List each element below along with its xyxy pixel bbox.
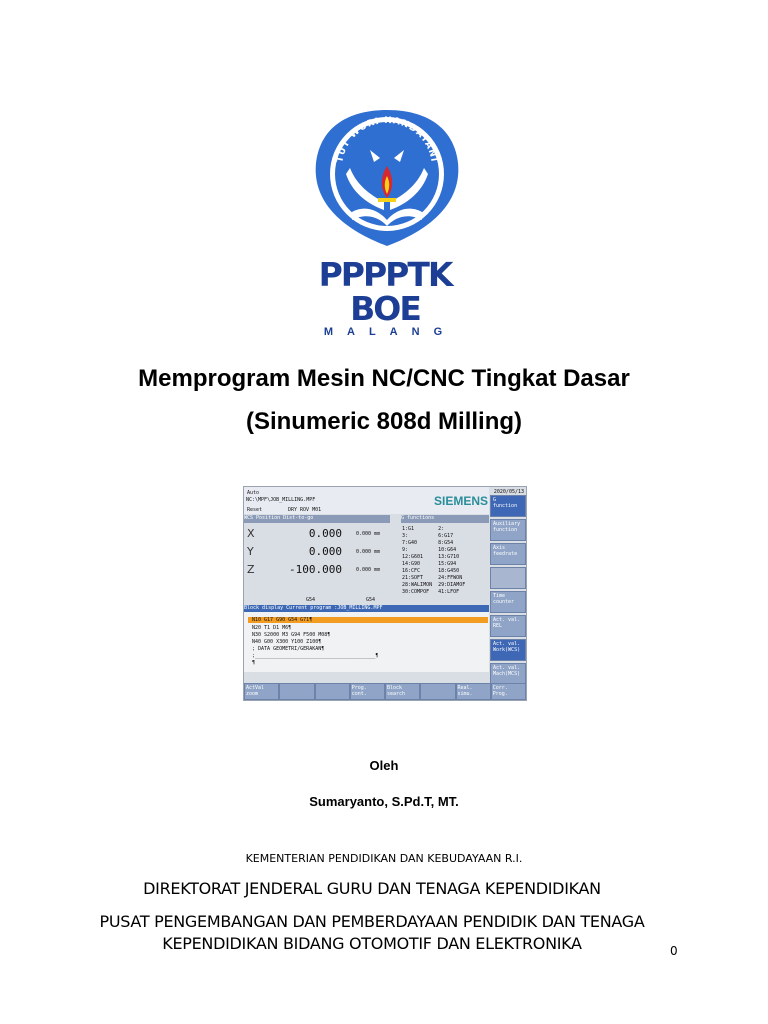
softkey: Act. val. REL	[490, 615, 526, 637]
directorate-name: DIREKTORAT JENDERAL GURU DAN TENAGA KEPENDIDIKAN	[143, 879, 601, 898]
dry-run-label: DRY ROV M01	[288, 507, 322, 513]
nc-block: N20 T1 D1 M6¶	[252, 625, 292, 631]
frame-left: G54	[306, 597, 316, 603]
bottom-softkey	[279, 683, 314, 700]
svg-text:TUT WURI HANDAYANI: TUT WURI HANDAYANI	[335, 115, 439, 164]
screen-header	[244, 487, 489, 514]
bottom-softkey: Block search	[385, 683, 420, 700]
softkey: Act. val. Mach(MCS)	[490, 663, 526, 685]
emblem-icon	[312, 108, 462, 248]
bottom-softkey: Real. simu.	[456, 683, 491, 700]
vertical-softkeys	[490, 495, 526, 687]
program-path: NC:\MPF\JOB_MILLING.MPF	[246, 497, 316, 503]
gfunction-header: G functions	[401, 515, 489, 523]
center-name-line1: PUSAT PENGEMBANGAN DAN PEMBERDAYAAN PENDIDIK DAN TENAGA	[99, 912, 645, 931]
bottom-softkey	[315, 683, 350, 700]
tut-wuri-handayani-logo	[312, 108, 462, 248]
center-name-line2: KEPENDIDIKAN BIDANG OTOMOTIF DAN ELEKTRONIKA	[162, 934, 582, 953]
brand-name: PPPPTK BOE	[318, 255, 452, 328]
position-header: WCS Position Dist-to-go	[244, 515, 390, 523]
softkey: Act. val. Work(WCS)	[490, 639, 526, 661]
cnc-screen-image	[243, 486, 527, 701]
axis-dist: 0.000 mm	[356, 531, 381, 537]
block-display	[244, 612, 489, 672]
screen-date: 2020/05/13	[493, 489, 524, 495]
document-title: Memprogram Mesin NC/CNC Tingkat Dasar	[138, 365, 630, 392]
brand-block	[300, 255, 470, 338]
softkey: Axis feedrate	[490, 543, 526, 565]
bottom-softkey: Prog. cont.	[350, 683, 385, 700]
axis-dist: 0.000 mm	[356, 567, 381, 573]
axis-dist: 0.000 mm	[356, 549, 381, 555]
axis-label: X	[247, 527, 255, 540]
nc-block: N10 G17 G90 G54 G71¶	[248, 617, 488, 623]
siemens-brand: SIEMENS	[434, 494, 489, 508]
horizontal-softkeys	[244, 683, 526, 700]
by-label: Oleh	[369, 758, 399, 773]
gfunction-list: 1:G1 2: 3: 6:G17 7:G40 8:G54 9: 10:G64 12:G601 13:G710 14:G90 15:G94 16:CFC 18:G450 21:SOFT 24:FFWON 28:WALIMON 29:DIAMOF 30:COMPOF 41:LFOF	[402, 526, 466, 595]
nc-block: ; DATA GEOMETRI/GERAKAN¶	[252, 646, 325, 652]
nc-block: ;________________________________________¶	[252, 653, 379, 659]
status-label: Reset	[247, 507, 263, 513]
mode-label: Auto	[247, 490, 260, 496]
softkey: Auxiliary function	[490, 519, 526, 541]
softkey	[490, 567, 526, 589]
page-number: 0	[670, 944, 678, 958]
nc-block: N40 G00 X300 Y100 Z100¶	[252, 639, 322, 645]
frame-mid: G54	[366, 597, 376, 603]
axis-value: 0.000	[308, 545, 342, 558]
center-name	[0, 911, 744, 955]
bottom-softkey	[420, 683, 455, 700]
softkey: Time counter	[490, 591, 526, 613]
nc-block: N30 S2000 M3 G94 F500 M08¶	[252, 632, 331, 638]
author-name: Sumaryanto, S.Pd.T, MT.	[309, 794, 459, 809]
bottom-softkey: ActVal zoom	[244, 683, 279, 700]
softkey: G function	[490, 495, 526, 517]
ministry-name: KEMENTERIAN PENDIDIKAN DAN KEBUDAYAAN R.I.	[245, 852, 523, 865]
nc-block: ¶	[252, 660, 256, 666]
axis-value: -100.000	[289, 563, 342, 576]
document-subtitle: (Sinumeric 808d Milling)	[245, 408, 523, 435]
axis-value: 0.000	[308, 527, 342, 540]
axis-label: Y	[247, 545, 254, 558]
bottom-softkey: Corr. Prog.	[491, 683, 526, 700]
brand-city: MALANG	[323, 326, 457, 338]
axis-label: Z	[247, 563, 255, 576]
block-display-bar: Block display Current program :JOB_MILLING.MPF	[244, 605, 489, 612]
